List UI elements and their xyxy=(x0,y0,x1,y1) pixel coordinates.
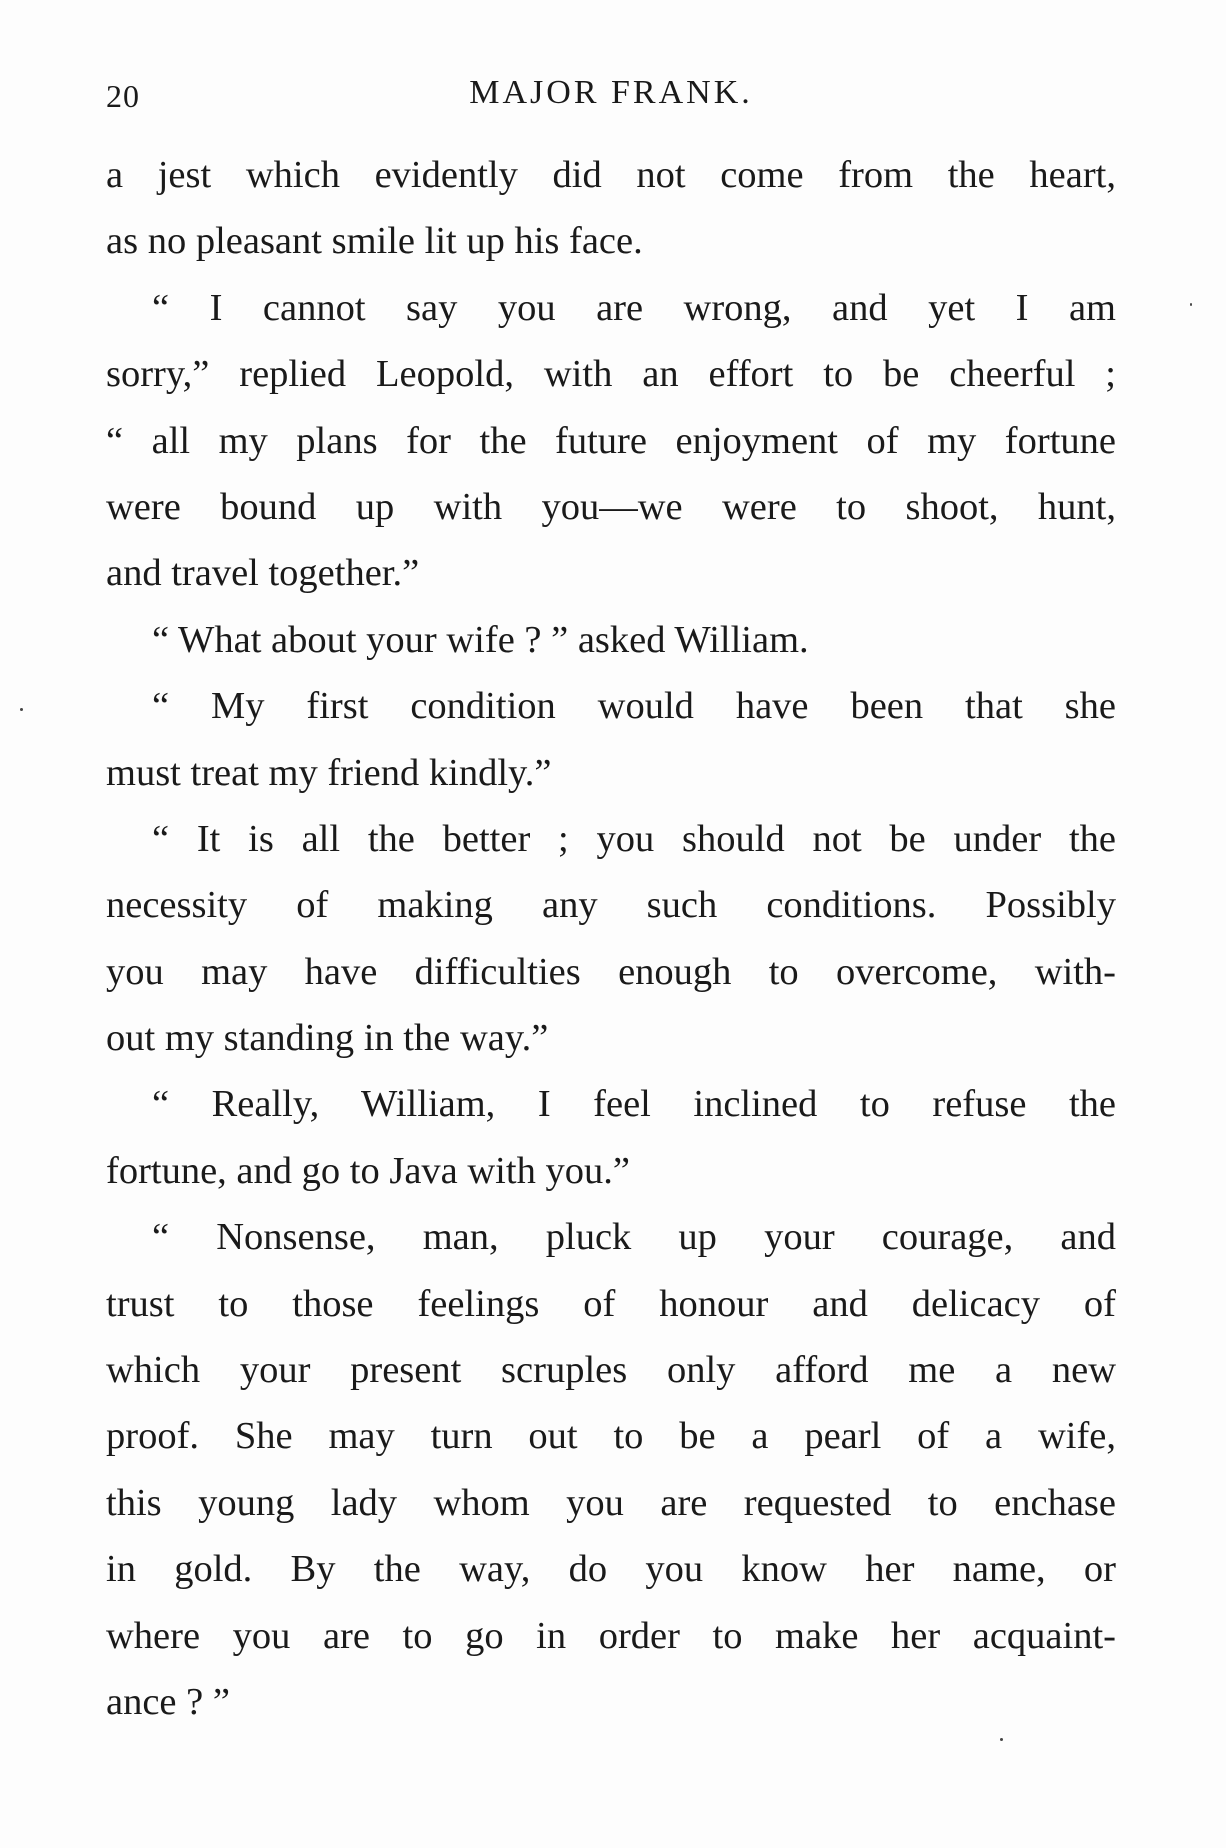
text-line: “ My first condition would have been that she xyxy=(152,685,1116,728)
text-line: and travel together.” xyxy=(106,552,420,595)
text-line: “ all my plans for the future enjoyment of my fortune xyxy=(106,419,1116,462)
text-line: trust to those feelings of honour and delicacy of xyxy=(106,1282,1116,1325)
chapter-title: MAJOR FRANK. xyxy=(469,74,753,111)
text-line: as no pleasant smile lit up his face. xyxy=(106,220,643,263)
text-line: where you are to go in order to make her acquaint- xyxy=(106,1614,1116,1657)
text-line: sorry,” replied Leopold, with an effort to be cheerful ; xyxy=(106,353,1116,396)
body-text xyxy=(106,142,1116,1735)
text-line: “ It is all the better ; you should not be under the xyxy=(152,817,1116,860)
paper-speck xyxy=(1190,303,1192,306)
text-line: must treat my friend kindly.” xyxy=(106,751,552,794)
paper-speck xyxy=(20,708,23,711)
text-line: “ What about your wife ? ” asked William. xyxy=(152,618,809,661)
text-line: a jest which evidently did not come from the heart, xyxy=(106,154,1116,196)
paper-speck xyxy=(1000,1738,1003,1741)
text-line: fortune, and go to Java with you.” xyxy=(106,1149,630,1192)
text-line: you may have difficulties enough to overcome, with- xyxy=(106,950,1116,993)
text-line: out my standing in the way.” xyxy=(106,1017,549,1060)
page-number: 20 xyxy=(106,78,140,114)
text-line: this young lady whom you are requested to enchase xyxy=(106,1481,1116,1524)
text-line: proof. She may turn out to be a pearl of a wife, xyxy=(106,1415,1116,1458)
text-line: “ I cannot say you are wrong, and yet I am xyxy=(152,286,1116,329)
text-line: ance ? ” xyxy=(106,1680,230,1723)
text-line: necessity of making any such conditions. Possibly xyxy=(106,884,1116,927)
text-line: in gold. By the way, do you know her name, or xyxy=(106,1548,1116,1591)
running-head xyxy=(106,74,1116,124)
text-line: were bound up with you—we were to shoot, hunt, xyxy=(106,485,1116,528)
text-line: “ Nonsense, man, pluck up your courage, and xyxy=(152,1216,1116,1259)
text-line: which your present scruples only afford me a new xyxy=(106,1349,1116,1392)
text-line: “ Really, William, I feel inclined to refuse the xyxy=(152,1083,1116,1126)
